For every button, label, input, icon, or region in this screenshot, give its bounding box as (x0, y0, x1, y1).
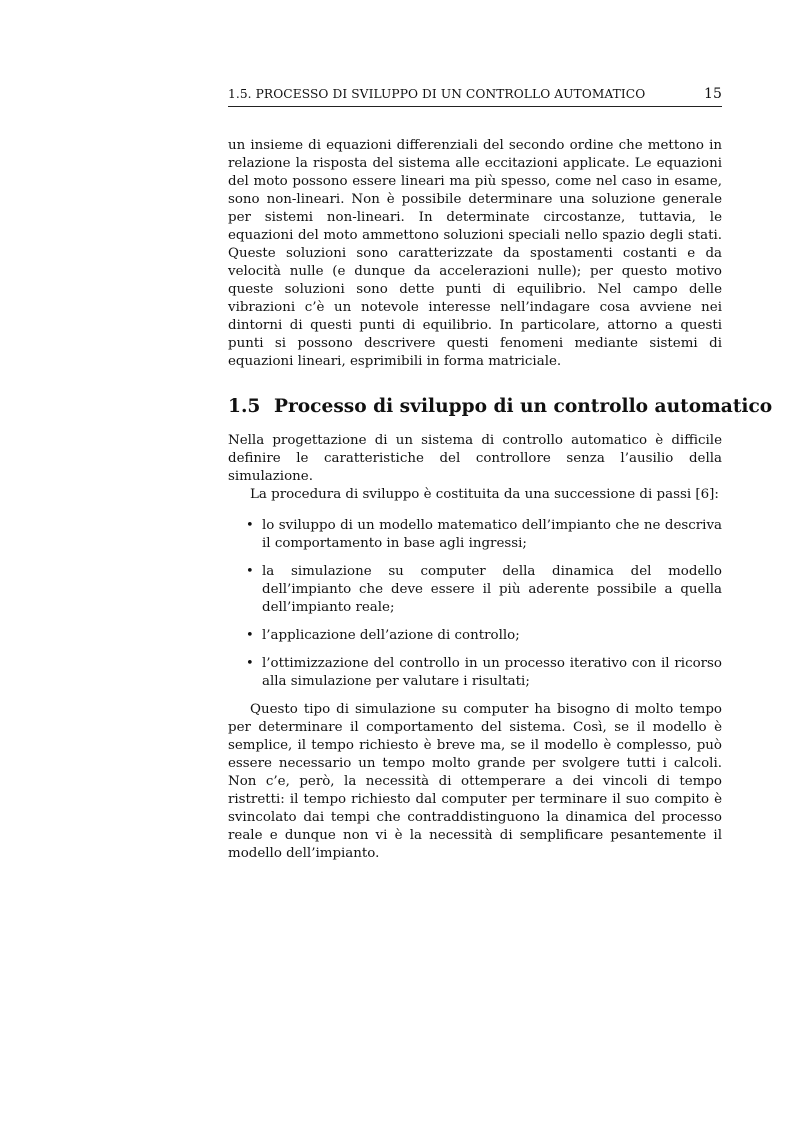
page-number: 15 (703, 86, 722, 102)
list-item-text: l’ottimizzazione del controllo in un processo iterativo con il ricorso alla simulazione per valutare i risultati; (262, 656, 722, 689)
list-item-text: lo sviluppo di un modello matematico dell’impianto che ne descriva il comportamento in base agli ingressi; (262, 518, 722, 551)
paragraph-procedure: La procedura di sviluppo è costituita da una successione di passi [6]: (250, 487, 719, 502)
list-item-text: l’applicazione dell’azione di controllo; (262, 628, 520, 643)
bullet-marker: • (246, 656, 254, 671)
list-item (228, 655, 722, 691)
paragraph-equilibrium: un insieme di equazioni differenziali del secondo ordine che mettono in relazione la risposta del sistema alle eccitazioni applicate. Le equazioni del moto possono essere lineari ma più spesso, come nel caso in esame, sono non-lineari. Non è possibile determinare una soluzione generale per sistemi non-lineari. In determinate circostanze, tuttavia, le equazioni del moto ammettono soluzioni speciali nello spazio degli stati. Queste soluzioni sono caratterizzate da spostamenti costanti e da velocità nulle (e dunque da accelerazioni nulle); per questo motivo queste soluzioni sono dette punti di equilibrio. Nel campo delle vibrazioni c’è un notevole interesse nell’indagare cosa avviene nei dintorni di questi punti di equilibrio. In particolare, attorno a questi punti si possono descrivere questi fenomeni mediante sistemi di equazioni lineari, esprimibili in forma matriciale. (228, 138, 722, 369)
bullet-marker: • (246, 564, 254, 579)
list-item (228, 563, 722, 617)
section-title: Processo di sviluppo di un controllo automatico (274, 396, 773, 417)
paragraph-intro: Nella progettazione di un sistema di controllo automatico è difficile definire le caratteristiche del controllore senza l’ausilio della simulazione. (228, 433, 722, 484)
list-item (228, 517, 722, 553)
running-title: 1.5. PROCESSO DI SVILUPPO DI UN CONTROLLO AUTOMATICO (228, 87, 646, 101)
bullet-marker: • (246, 628, 254, 643)
section-number: 1.5 (228, 396, 261, 417)
bullet-marker: • (246, 518, 254, 533)
list-item (228, 627, 722, 645)
document-page (228, 86, 773, 863)
running-header (228, 86, 722, 107)
list-item-text: la simulazione su computer della dinamica del modello dell’impianto che deve essere il più aderente possibile a quella dell’impianto reale; (262, 564, 722, 615)
section-heading (228, 395, 773, 419)
steps-list (228, 517, 722, 691)
paragraph-simulation-time: Questo tipo di simulazione su computer ha bisogno di molto tempo per determinare il comportamento del sistema. Così, se il modello è semplice, il tempo richiesto è breve ma, se il modello è complesso, può essere necessario un tempo molto grande per svolgere tutti i calcoli. Non c’e, però, la necessità di ottemperare a dei vincoli di tempo ristretti: il tempo richiesto dal computer per terminare il suo compito è svincolato dai tempi che contraddistinguono la dinamica del processo reale e dunque non vi è la necessità di semplificare pesantemente il modello dell’impianto. (228, 702, 722, 861)
